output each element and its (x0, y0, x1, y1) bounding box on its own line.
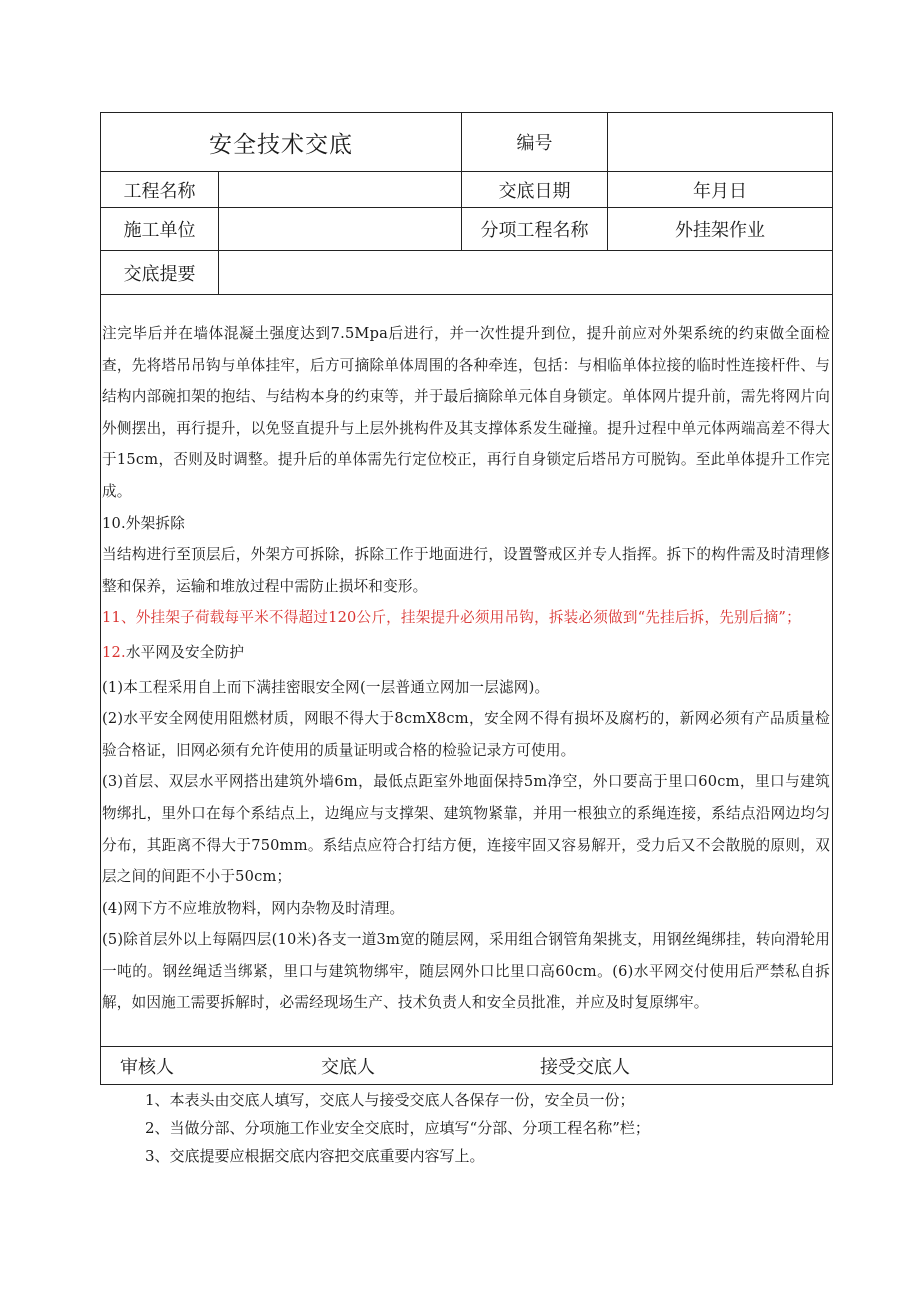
note-item: 3、交底提要应根据交底内容把交底重要内容写上。 (145, 1147, 485, 1165)
note-item: 2、当做分部、分项施工作业安全交底时，应填写“分部、分项工程名称”栏； (145, 1119, 650, 1137)
subproject-value[interactable]: 外挂架作业 (675, 220, 765, 241)
safety-disclosure-form (100, 112, 833, 1085)
project-name-value[interactable] (219, 172, 461, 207)
summary-label: 交底提要 (123, 263, 196, 285)
note-item: 1、本表头由交底人填写，交底人与接受交底人各保存一份，安全员一份； (145, 1091, 635, 1109)
unit-label: 施工单位 (123, 220, 196, 241)
section-heading-dismantle: 10.外架拆除 (102, 514, 185, 532)
receiver-label: 接受交底人 (540, 1057, 630, 1078)
unit-value[interactable] (219, 208, 461, 250)
summary-value[interactable] (219, 251, 832, 294)
row-divider (101, 294, 832, 295)
number-label: 编号 (516, 133, 553, 154)
reviewer-label: 审核人 (120, 1057, 174, 1078)
list-item: (3)首层、双层水平网搭出建筑外墙6m，最低点距室外地面保持5m净空，外口要高于里口60cm，里口与建筑物绑扎，里外口在每个系结点上，边绳应与支撑架、建筑物紧靠，并用一根独立的系绳连接，系结点沿网边均匀分布，其距离不得大于750mm。系结点应符合打结方便，连接牢固又容易解开，受力后又不会散脱的原则，双层之间的间距不小于50cm； (102, 773, 830, 886)
date-label: 交底日期 (498, 180, 571, 202)
project-name-label: 工程名称 (123, 180, 196, 202)
section-heading-net (102, 637, 830, 669)
list-item: (5)除首层外以上每隔四层(10米)各支一道3m宽的随层网，采用组合钢管角架挑支，用钢丝绳绑挂，转向滑轮用一吨的。钢丝绳适当绑紧，里口与建筑物绑牢，随层网外口比里口高60cm。(6)水平网交付使用后严禁私自拆解，如因施工需要拆解时，必需经现场生产、技术负责人和安全员批准，并应及时复原绑牢。 (102, 931, 830, 1012)
date-value[interactable]: 年月日 (693, 180, 747, 202)
paragraph-lifting: 注完毕后并在墙体混凝土强度达到7.5Mpa后进行，并一次性提升到位，提升前应对外架系统的约束做全面检查，先将塔吊吊钩与单体挂牢，后方可摘除单体周围的各种牵连，包括：与相临单体拉接的临时性连接杆件、与结构内部碗扣架的抱结、与结构本身的约束等，并于最后摘除单元体自身锁定。单体网片提升前，需先将网片向外侧摆出，再行提升，以免竖直提升与上层外挑构件及其支撑体系发生碰撞。提升过程中单元体两端高差不得大于15cm，否则及时调整。提升后的单体需先行定位校正，再行自身锁定后塔吊方可脱钩。至此单体提升工作完成。 (102, 325, 830, 500)
presenter-label: 交底人 (321, 1057, 375, 1078)
disclosure-content (102, 318, 830, 1019)
list-item: (1)本工程采用自上而下满挂密眼安全网(一层普通立网加一层滤网)。 (102, 678, 550, 696)
list-item: (2)水平安全网使用阻燃材质，网眼不得大于8cmX8cm，安全网不得有损坏及腐朽的，新网必须有产品质量检验合格证，旧网必须有允许使用的质量证明或合格的检验记录方可使用。 (102, 710, 830, 759)
paragraph-load-limit: 11、外挂架子荷载每平米不得超过120公斤，挂架提升必须用吊钩，拆装必须做到“先挂后拆，先别后摘”； (102, 609, 801, 627)
form-title: 安全技术交底 (209, 131, 353, 158)
section-number: 12. (102, 643, 126, 661)
section-heading-text: 水平网及安全防护 (125, 643, 245, 661)
row-divider (101, 1046, 832, 1047)
footer-notes (145, 1086, 650, 1170)
list-item: (4)网下方不应堆放物料，网内杂物及时清理。 (102, 899, 405, 917)
number-value[interactable] (608, 113, 832, 171)
subproject-label: 分项工程名称 (480, 220, 589, 241)
paragraph-dismantle: 当结构进行至顶层后，外架方可拆除，拆除工作于地面进行，设置警戒区并专人指挥。拆下的构件需及时清理修整和保养，运输和堆放过程中需防止损坏和变形。 (102, 546, 830, 595)
